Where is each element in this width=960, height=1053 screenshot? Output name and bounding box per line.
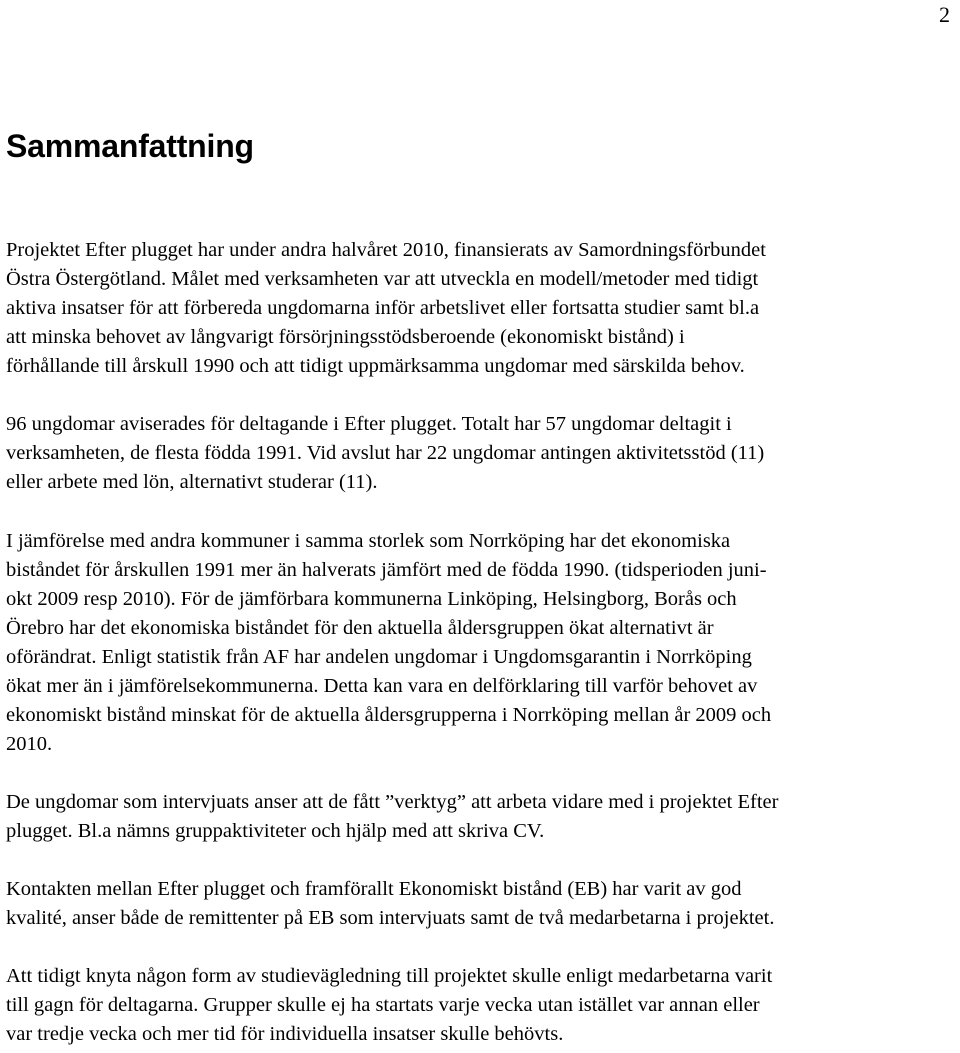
text-line: I jämförelse med andra kommuner i samma storlek som Norrköping har det ekonomiska: [6, 530, 731, 552]
text-line: kvalité, anser både de remittenter på EB som intervjuats samt de två medarbetarna i projektet.: [6, 907, 775, 929]
text-line: Kontakten mellan Efter plugget och framförallt Ekonomiskt bistånd (EB) har varit av god: [6, 878, 742, 900]
text-line: ekonomiskt bistånd minskat för de aktuella åldersgrupperna i Norrköping mellan år 2009 och: [6, 704, 772, 726]
text-line: ökat mer än i jämförelsekommunerna. Detta kan vara en delförklaring till varför behovet av: [6, 675, 758, 697]
paragraph-interviews: [6, 788, 956, 846]
text-line: Att tidigt knyta någon form av studievägledning till projektet skulle enligt medarbetarna varit: [6, 965, 773, 987]
text-line: 2010.: [6, 733, 53, 755]
paragraph-comparison: [6, 527, 956, 759]
text-line: verksamheten, de flesta födda 1991. Vid avslut har 22 ungdomar antingen aktivitetsstöd (11): [6, 442, 765, 464]
page-number: 2: [939, 2, 950, 27]
text-line: plugget. Bl.a nämns gruppaktiviteter och hjälp med att skriva CV.: [6, 820, 545, 842]
text-line: eller arbete med lön, alternativt studerar (11).: [6, 471, 378, 493]
paragraph-recommendations: [6, 962, 956, 1049]
text-line: Örebro har det ekonomiska biståndet för den aktuella åldersgruppen ökat alternativt är: [6, 617, 714, 639]
text-line: att minska behovet av långvarigt försörjningsstödsberoende (ekonomiskt bistånd) i: [6, 326, 685, 348]
page-title: Sammanfattning: [6, 128, 254, 164]
paragraph-contact: [6, 875, 956, 933]
text-line: Projektet Efter plugget har under andra halvåret 2010, finansierats av Samordningsförbundet: [6, 239, 766, 261]
text-line: förhållande till årskull 1990 och att tidigt uppmärksamma ungdomar med särskilda behov.: [6, 355, 745, 377]
text-line: Östra Östergötland. Målet med verksamheten var att utveckla en modell/metoder med tidigt: [6, 268, 759, 290]
paragraph-participants: [6, 410, 956, 497]
text-line: till gagn för deltagarna. Grupper skulle ej ha startats varje vecka utan istället var annan eller: [6, 994, 760, 1016]
text-line: oförändrat. Enligt statistik från AF har andelen ungdomar i Ungdomsgarantin i Norrköping: [6, 646, 752, 668]
text-line: biståndet för årskullen 1991 mer än halverats jämfört med de födda 1990. (tidsperioden juni-: [6, 559, 767, 581]
text-line: okt 2009 resp 2010). För de jämförbara kommunerna Linköping, Helsingborg, Borås och: [6, 588, 737, 610]
text-line: 96 ungdomar aviserades för deltagande i Efter plugget. Totalt har 57 ungdomar deltagit i: [6, 413, 732, 435]
text-line: De ungdomar som intervjuats anser att de fått ”verktyg” att arbeta vidare med i projektet Efter: [6, 791, 779, 813]
text-line: var tredje vecka och mer tid för individuella insatser skulle behövts.: [6, 1023, 564, 1045]
paragraph-intro: [6, 236, 956, 381]
text-line: aktiva insatser för att förbereda ungdomarna inför arbetslivet eller fortsatta studier samt bl.a: [6, 297, 760, 319]
